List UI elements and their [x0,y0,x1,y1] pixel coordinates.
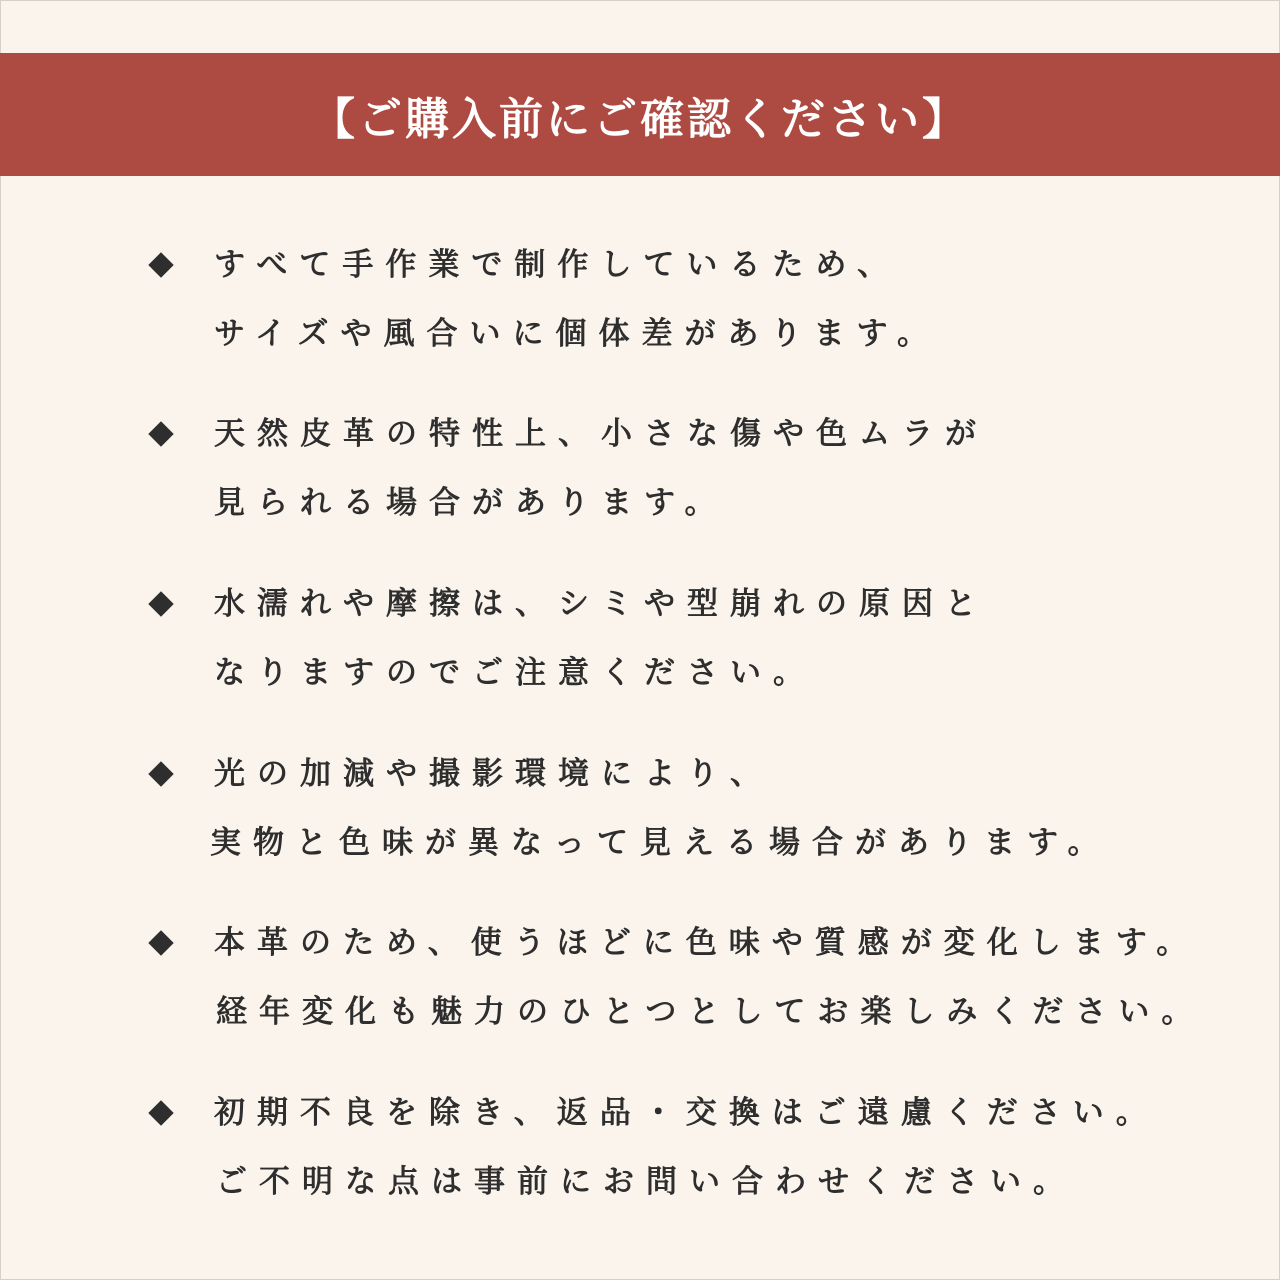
diamond-bullet-icon [148,252,174,278]
note-line-1: 本革のため、使うほどに色味や質感が変化します。 [214,925,1200,961]
note-line-1: 光の加減や撮影環境により、 [214,756,773,792]
note-line-2: サイズや風合いに個体差があります。 [214,316,941,352]
diamond-bullet-icon [148,930,174,956]
banner-title: 【ご購入前にご確認ください】 [311,93,969,145]
note-line-1: 初期不良を除き、返品・交換はご遠慮ください。 [214,1095,1159,1131]
note-line-2: 実物と色味が異なって見える場合があります。 [210,825,1111,861]
note-line-2: 経年変化も魅力のひとつとしてお楽しみください。 [216,994,1205,1030]
diamond-bullet-icon [148,761,174,787]
diamond-bullet-icon [148,421,174,447]
note-line-1: 天然皮革の特性上、小さな傷や色ムラが [214,416,988,452]
note-line-2: なりますのでご注意ください。 [214,655,816,691]
note-line-1: 水濡れや摩擦は、シミや型崩れの原因と [214,586,988,622]
diamond-bullet-icon [148,591,174,617]
diamond-bullet-icon [148,1100,174,1126]
note-line-2: ご不明な点は事前にお問い合わせください。 [216,1164,1076,1200]
note-line-1: すべて手作業で制作しているため、 [214,247,901,283]
note-line-2: 見られる場合があります。 [214,485,728,521]
